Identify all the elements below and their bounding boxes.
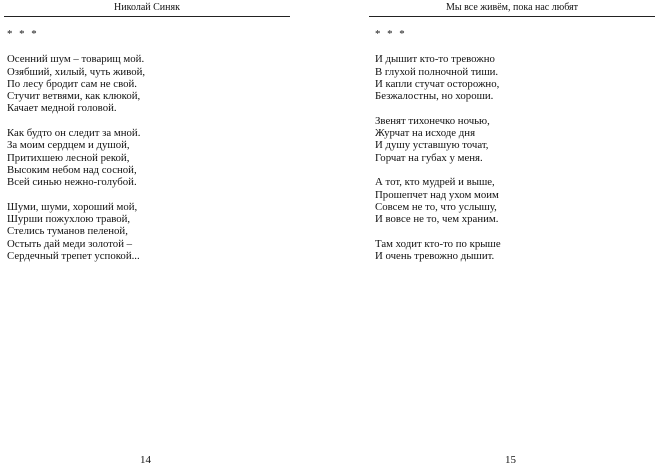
stanza bbox=[375, 238, 501, 263]
page-number: 15 bbox=[505, 454, 516, 466]
stanza bbox=[7, 53, 145, 114]
poem-left bbox=[7, 28, 145, 275]
stanza bbox=[7, 127, 145, 188]
poem-line: По лесу бродит сам не свой. bbox=[7, 77, 137, 90]
right-page bbox=[355, 0, 661, 464]
poem-line: Совсем не то, что услышу, bbox=[375, 200, 497, 213]
poem-line: И душу уставшую точат, bbox=[375, 139, 489, 152]
poem-line: И капли стучат осторожно, bbox=[375, 77, 500, 90]
poem-line: Звенят тихонечко ночью, bbox=[375, 114, 490, 127]
poem-marker: * * * bbox=[375, 28, 407, 40]
left-page bbox=[0, 0, 300, 464]
poem-line: Всей синью нежно-голубой. bbox=[7, 176, 137, 189]
stanza bbox=[375, 115, 501, 164]
poem-line: За моим сердцем и душой, bbox=[7, 139, 130, 152]
poem-line: Сердечный трепет успокой... bbox=[7, 250, 140, 263]
poem-line: Шуми, шуми, хороший мой, bbox=[7, 200, 138, 213]
page-number: 14 bbox=[140, 454, 151, 466]
stanza bbox=[375, 176, 501, 225]
poem-right bbox=[375, 28, 501, 275]
poem-line: И вовсе не то, чем храним. bbox=[375, 213, 499, 226]
poem-line: Остыть дай меди золотой – bbox=[7, 237, 133, 250]
poem-line: Прошепчет над ухом моим bbox=[375, 188, 499, 201]
poem-line: Высоким небом над сосной, bbox=[7, 163, 137, 176]
poem-line: Как будто он следит за мной. bbox=[7, 127, 141, 140]
poem-line: Шурши пожухлою травой, bbox=[7, 213, 131, 226]
poem-line: Журчат на исходе дня bbox=[375, 127, 476, 140]
stanza bbox=[7, 201, 145, 262]
poem-line: Безжалостны, но хороши. bbox=[375, 90, 494, 103]
poem-line: Притихшею лесной рекой, bbox=[7, 151, 130, 164]
poem-line: Качает медной головой. bbox=[7, 102, 117, 115]
poem-line: И дышит кто-то тревожно bbox=[375, 53, 495, 66]
running-head-title: Мы все живём, пока нас любят bbox=[369, 2, 655, 17]
poem-line: В глухой полночной тиши. bbox=[375, 65, 499, 78]
poem-line: И очень тревожно дышит. bbox=[375, 250, 495, 263]
poem-line: Озябший, хилый, чуть живой, bbox=[7, 65, 146, 78]
poem-line: Горчат на губах у меня. bbox=[375, 151, 483, 164]
poem-line: А тот, кто мудрей и выше, bbox=[375, 176, 495, 189]
stanza bbox=[375, 53, 501, 102]
running-head-author: Николай Синяк bbox=[4, 2, 290, 17]
poem-line: Стучит ветвями, как клюкой, bbox=[7, 90, 141, 103]
poem-line: Стелись туманов пеленой, bbox=[7, 225, 128, 238]
poem-marker: * * * bbox=[7, 28, 39, 40]
poem-line: Осенний шум – товарищ мой. bbox=[7, 53, 145, 66]
poem-line: Там ходит кто-то по крыше bbox=[375, 237, 501, 250]
